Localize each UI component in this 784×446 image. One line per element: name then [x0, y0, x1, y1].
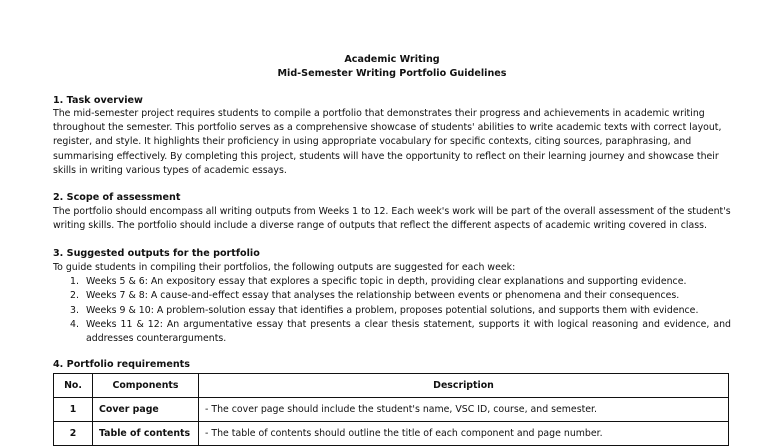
- column-header-description: Description: [199, 374, 729, 398]
- list-item-number: 2.: [70, 290, 79, 302]
- list-item-number: 1.: [70, 276, 79, 288]
- table-row: [54, 398, 729, 422]
- list-item-number: 4.: [70, 318, 79, 330]
- suggested-outputs-intro: To guide students in compiling their portfolios, the following outputs are suggested for each week:: [53, 262, 516, 273]
- row-description: - The table of contents should outline the title of each component and page number.: [199, 422, 729, 446]
- section-heading-portfolio-requirements: 4. Portfolio requirements: [53, 359, 190, 370]
- column-header-no: No.: [54, 374, 93, 398]
- row-number: 1: [54, 398, 93, 422]
- list-item: [53, 304, 731, 318]
- list-item: [53, 289, 731, 303]
- document-title: Academic Writing: [344, 54, 440, 65]
- list-item-text: Weeks 7 & 8: A cause-and-effect essay that analyses the relationship between events or phenomena and their consequences.: [86, 290, 680, 302]
- list-item: [53, 275, 731, 289]
- scope-paragraph: The portfolio should encompass all writing outputs from Weeks 1 to 12. Each week's work will be part of the overall assessment of the student's writing skills. The portfolio should include a diverse range of outputs that reflect the different aspects of academic writing covered in class.: [53, 206, 731, 232]
- table-row: [54, 422, 729, 446]
- document-subtitle: Mid-Semester Writing Portfolio Guidelines: [277, 68, 507, 79]
- requirements-table: [53, 373, 729, 446]
- row-component: Cover page: [93, 398, 199, 422]
- list-item-text: Weeks 11 & 12: An argumentative essay that presents a clear thesis statement, supports it with logical reasoning and evidence, and addresses counterarguments.: [86, 318, 731, 345]
- suggested-outputs-list: [53, 261, 731, 346]
- list-item-text: Weeks 5 & 6: An expository essay that explores a specific topic in depth, providing clear explanations and supporting evidence.: [86, 276, 687, 288]
- list-item-text: Weeks 9 & 10: A problem-solution essay that identifies a problem, proposes potential solutions, and supports them with evidence.: [86, 304, 699, 316]
- list-item: [53, 318, 731, 346]
- list-item-number: 3.: [70, 304, 79, 316]
- row-component: Table of contents: [93, 422, 199, 446]
- table-header-row: [54, 374, 729, 398]
- row-number: 2: [54, 422, 93, 446]
- task-overview-paragraph: The mid-semester project requires students to compile a portfolio that demonstrates their progress and achievements in academic writing throughout the semester. This portfolio serves as a comprehensive showcase of students' abilities to write academic texts with correct layout, register, and style. It highlights their proficiency in using appropriate vocabulary for specific contexts, citing sources, paraphrasing, and summarising effectively. By completing this project, students will have the opportunity to reflect on their learning journey and showcase their skills in writing various types of academic essays.: [53, 108, 722, 176]
- section-heading-task-overview: 1. Task overview: [53, 95, 143, 106]
- section-heading-suggested-outputs: 3. Suggested outputs for the portfolio: [53, 248, 260, 259]
- row-description: - The cover page should include the student's name, VSC ID, course, and semester.: [199, 398, 729, 422]
- column-header-components: Components: [93, 374, 199, 398]
- section-heading-scope: 2. Scope of assessment: [53, 192, 181, 203]
